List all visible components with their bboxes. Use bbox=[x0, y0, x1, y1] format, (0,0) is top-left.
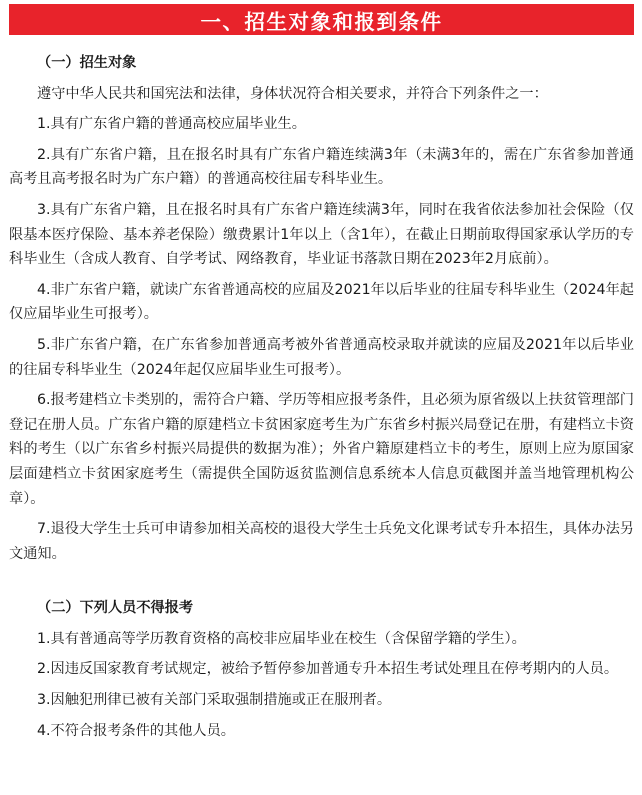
condition-item-2: 2.具有广东省户籍，且在报名时具有广东省户籍连续满3年（未满3年的，需在广东省参加普通高考且高考报名时为广东户籍）的普通高校往届专科毕业生。 bbox=[9, 146, 634, 188]
ineligible-item-4: 4.不符合报考条件的其他人员。 bbox=[37, 722, 235, 739]
section-intro: 遵守中华人民共和国宪法和法律，身体状况符合相关要求，并符合下列条件之一： bbox=[37, 85, 548, 102]
condition-item-6: 6.报考建档立卡类别的，需符合户籍、学历等相应报考条件，且必须为原省级以上扶贫管理部门登记在册人员。广东省户籍的原建档立卡贫困家庭考生为广东省乡村振兴局登记在册，有建档立卡资料的考生（以广东省乡村振兴局提供的数据为准）；外省户籍原建档立卡的考生，原则上应为原国家层面建档立卡贫困家庭考生（需提供全国防返贫监测信息系统本人信息页截图并盖当地管理机构公章）。 bbox=[9, 392, 634, 507]
condition-item-4: 4.非广东省户籍，就读广东省普通高校的应届及2021年以后毕业的往届专科毕业生（2024年起仅应届毕业生可报考）。 bbox=[9, 281, 634, 323]
condition-item-3: 3.具有广东省户籍，且在报名时具有广东省户籍连续满3年，同时在我省依法参加社会保险（仅限基本医疗保险、基本养老保险）缴费累计1年以上（含1年），在截止日期前取得国家承认学历的专科毕业生（含成人教育、自学考试、网络教育，毕业证书落款日期在2023年2月底前）。 bbox=[9, 201, 634, 268]
title-banner bbox=[9, 4, 634, 35]
section-heading-enrollment-targets: （一）招生对象 bbox=[37, 55, 137, 71]
ineligible-item-1: 1.具有普通高等学历教育资格的高校非应届毕业在校生（含保留学籍的学生）。 bbox=[37, 630, 526, 647]
ineligible-item-2: 2.因违反国家教育考试规定，被给予暂停参加普通专升本招生考试处理且在停考期内的人员。 bbox=[37, 661, 619, 678]
document-body bbox=[9, 51, 634, 749]
condition-item-5: 5.非广东省户籍，在广东省参加普通高考被外省普通高校录取并就读的应届及2021年以后毕业的往届专科毕业生（2024年起仅应届毕业生可报考）。 bbox=[9, 336, 634, 378]
condition-item-1: 1.具有广东省户籍的普通高校应届毕业生。 bbox=[37, 116, 306, 133]
ineligible-item-3: 3.因触犯刑律已被有关部门采取强制措施或正在服刑者。 bbox=[37, 692, 392, 709]
section-heading-ineligible: （二）下列人员不得报考 bbox=[37, 600, 194, 617]
section-spacer bbox=[9, 572, 634, 596]
condition-item-7: 7.退役大学生士兵可申请参加相关高校的退役大学生士兵免文化课考试专升本招生，具体办法另文通知。 bbox=[9, 521, 634, 562]
document-title: 一、招生对象和报到条件 bbox=[200, 9, 443, 34]
